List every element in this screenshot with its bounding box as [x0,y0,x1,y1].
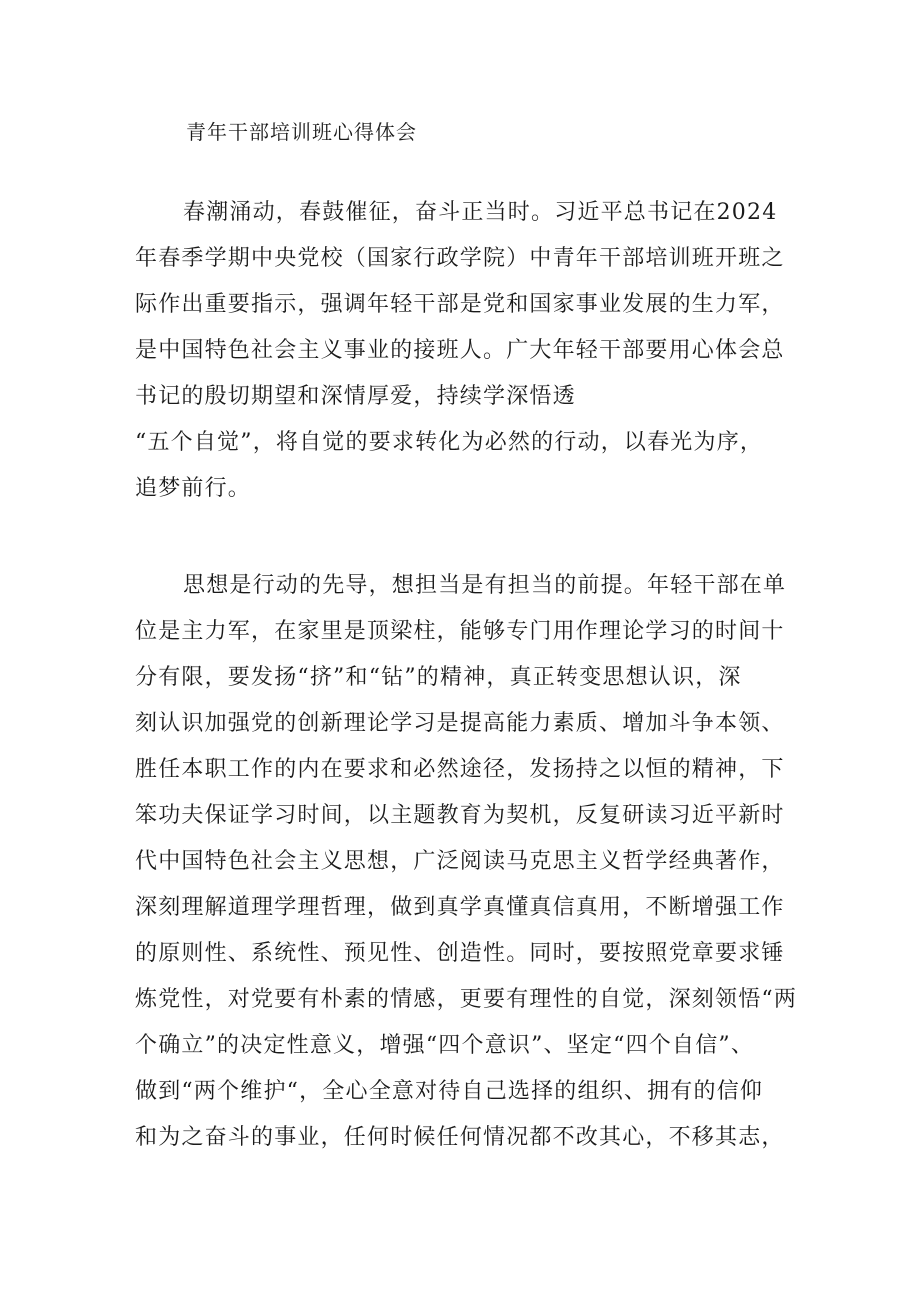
paragraph-2-line-4: 刻认识加强党的创新理论学习是提高能力素质、增加斗争本领、 [135,711,785,736]
paragraph-1-line-1: 春潮涌动，春鼓催征，奋斗正当时。习近平总书记在2024 [183,200,778,225]
paragraph-2-line-12: 做到“两个维护“，全心全意对待自己选择的组织、拥有的信仰 [135,1079,764,1104]
paragraph-1-line-5: 书记的殷切期望和深情厚爱，持续学深悟透 [135,384,576,409]
document-title: 青年干部培训班心得体会 [186,120,417,144]
paragraph-1-line-2: 年春季学期中央党校（国家行政学院）中青年干部培训班开班之 [135,246,785,271]
paragraph-1-line-6: “五个自觉”，将自觉的要求转化为必然的行动，以春光为序， [135,430,764,455]
paragraph-2-line-5: 胜任本职工作的内在要求和必然途径，发扬持之以恒的精神，下 [135,757,785,782]
paragraph-2-line-7: 代中国特色社会主义思想，广泛阅读马克思主义哲学经典著作， [135,849,785,874]
paragraph-2-line-13: 和为之奋斗的事业，任何时候任何情况都不改其心，不移其志， [135,1125,785,1150]
paragraph-2-line-8: 深刻理解道理学理哲理，做到真学真懂真信真用，不断增强工作 [135,895,785,920]
paragraph-2-line-1: 思想是行动的先导，想担当是有担当的前提。年轻干部在单 [183,573,787,598]
paragraph-1-line-4: 是中国特色社会主义事业的接班人。广大年轻干部要用心体会总 [135,338,785,363]
paragraph-1-line-7: 追梦前行。 [135,476,252,501]
paragraph-2-line-2: 位是主力军，在家里是顶梁柱，能够专门用作理论学习的时间十 [135,619,785,644]
paragraph-2-line-3: 分有限，要发扬“挤”和“钻”的精神，真正转变思想认识，深 [135,665,742,690]
paragraph-2-line-11: 个确立”的决定性意义，增强“四个意识”、坚定“四个自信”、 [135,1033,755,1058]
paragraph-2-line-9: 的原则性、系统性、预见性、创造性。同时，要按照党章要求锤 [135,941,785,966]
paragraph-1-line-3: 际作出重要指示，强调年轻干部是党和国家事业发展的生力军， [135,292,785,317]
paragraph-2-line-6: 笨功夫保证学习时间，以主题教育为契机，反复研读习近平新时 [135,803,785,828]
paragraph-2-line-10: 炼党性，对党要有朴素的情感，更要有理性的自觉，深刻领悟“两 [135,987,798,1012]
